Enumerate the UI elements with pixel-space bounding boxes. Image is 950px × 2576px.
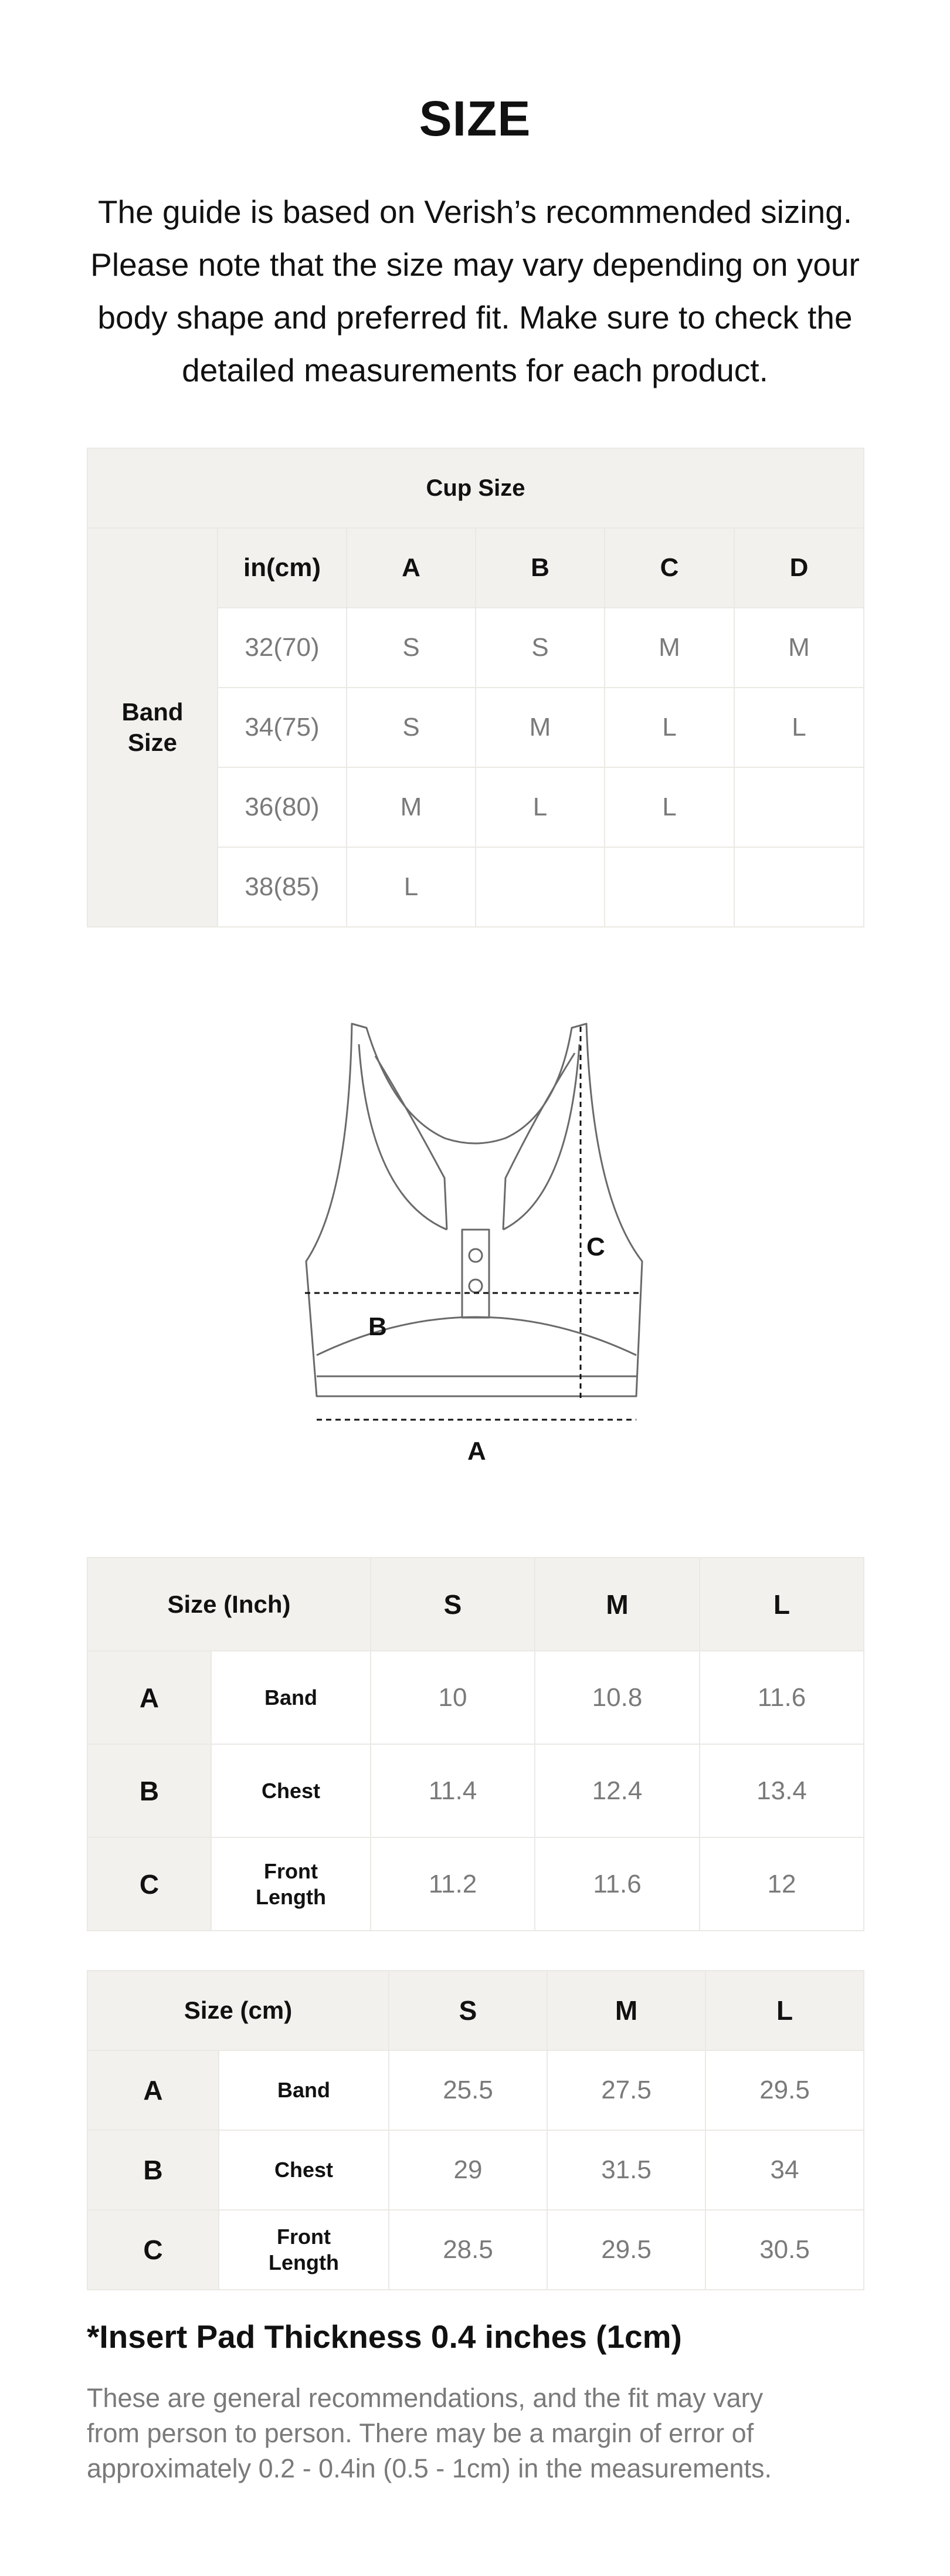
measure-value: 13.4 <box>700 1744 864 1837</box>
label-a: A <box>467 1437 486 1465</box>
size-table-title: Size (cm) <box>87 1971 389 2050</box>
band-size-label <box>87 528 218 927</box>
intro-line: detailed measurements for each product. <box>182 352 768 388</box>
unit-header: in(cm) <box>218 528 347 608</box>
size-table-title: Size (Inch) <box>87 1558 371 1651</box>
table-row <box>87 2130 864 2210</box>
size-cell: L <box>605 688 734 767</box>
intro-line: Please note that the size may vary depending on your <box>90 246 860 283</box>
row-name-line: Chest <box>274 2158 334 2182</box>
measure-value: 11.6 <box>535 1837 700 1931</box>
bra-outline <box>306 1024 642 1396</box>
size-cell: M <box>476 688 605 767</box>
row-name-line: Length <box>269 2250 339 2274</box>
size-cell: L <box>347 847 476 927</box>
band-value: 36(80) <box>218 767 347 847</box>
measure-value: 31.5 <box>547 2130 705 2210</box>
disclaimer-line: from person to person. There may be a margin of error of <box>87 2418 754 2448</box>
fit-disclaimer <box>87 2381 873 2486</box>
row-name <box>219 2050 389 2130</box>
cm-size-table <box>87 1970 864 2290</box>
row-letter: B <box>87 1744 211 1837</box>
row-name <box>219 2210 389 2290</box>
measure-value: 29.5 <box>705 2050 864 2130</box>
size-cell: L <box>734 688 864 767</box>
outer-outline <box>306 1024 642 1396</box>
table-row <box>87 2050 864 2130</box>
row-name <box>211 1651 371 1744</box>
size-cell: S <box>347 688 476 767</box>
measure-value: 34 <box>705 2130 864 2210</box>
row-letter: A <box>87 1651 211 1744</box>
center-placket <box>462 1230 489 1318</box>
row-name-line: Front <box>264 1859 318 1883</box>
sports-bra-diagram <box>293 1021 657 1467</box>
placket-button <box>469 1279 482 1292</box>
band-label-line: Size <box>127 729 178 756</box>
size-header: M <box>547 1971 705 2050</box>
measure-value: 29 <box>389 2130 547 2210</box>
band-value: 34(75) <box>218 688 347 767</box>
measure-value: 30.5 <box>705 2210 864 2290</box>
disclaimer-line: These are general recommendations, and the fit may vary <box>87 2383 764 2413</box>
size-cell: M <box>605 608 734 688</box>
measure-value: 12 <box>700 1837 864 1931</box>
pad-thickness-note: *Insert Pad Thickness 0.4 inches (1cm) <box>87 2318 682 2355</box>
measure-value: 11.6 <box>700 1651 864 1744</box>
row-letter: C <box>87 2210 219 2290</box>
measure-value: 10.8 <box>535 1651 700 1744</box>
size-cell <box>734 767 864 847</box>
size-cell: S <box>347 608 476 688</box>
inch-size-table <box>87 1557 864 1931</box>
cup-header: B <box>476 528 605 608</box>
measure-value: 25.5 <box>389 2050 547 2130</box>
placket-button <box>469 1249 482 1262</box>
row-name-line: Chest <box>261 1778 321 1803</box>
measure-value: 27.5 <box>547 2050 705 2130</box>
cup-size-table <box>87 448 864 928</box>
intro-text <box>82 185 868 397</box>
row-letter: B <box>87 2130 219 2210</box>
row-name <box>219 2130 389 2210</box>
measure-value: 29.5 <box>547 2210 705 2290</box>
page-title: SIZE <box>419 91 531 146</box>
cup-header: D <box>734 528 864 608</box>
size-header: L <box>700 1558 864 1651</box>
measure-value: 10 <box>371 1651 535 1744</box>
row-name <box>211 1837 371 1931</box>
label-b: B <box>368 1312 387 1341</box>
size-cell: S <box>476 608 605 688</box>
size-cell <box>605 847 734 927</box>
right-inner-strap <box>503 1044 579 1230</box>
row-name-line: Band <box>277 2078 330 2102</box>
size-cell: L <box>476 767 605 847</box>
row-name-line: Length <box>256 1884 326 1909</box>
measure-value: 11.2 <box>371 1837 535 1931</box>
intro-line: The guide is based on Verish’s recommended sizing. <box>97 194 853 230</box>
measure-value: 28.5 <box>389 2210 547 2290</box>
size-cell <box>734 847 864 927</box>
cup-header: C <box>605 528 734 608</box>
size-cell: M <box>347 767 476 847</box>
size-header: L <box>705 1971 864 2050</box>
size-header: M <box>535 1558 700 1651</box>
left-inner-strap <box>359 1044 447 1230</box>
cup-size-header: Cup Size <box>87 448 864 528</box>
underband-curve <box>317 1317 636 1355</box>
row-letter: A <box>87 2050 219 2130</box>
size-header: S <box>371 1558 535 1651</box>
size-cell: L <box>605 767 734 847</box>
size-cell <box>476 847 605 927</box>
row-letter: C <box>87 1837 211 1931</box>
table-row <box>87 1744 864 1837</box>
band-label-line: Band <box>121 698 184 726</box>
intro-line: body shape and preferred fit. Make sure to check the <box>97 299 853 336</box>
label-c: C <box>586 1233 605 1261</box>
size-header: S <box>389 1971 547 2050</box>
disclaimer-line: approximately 0.2 - 0.4in (0.5 - 1cm) in the measurements. <box>87 2453 772 2483</box>
band-value: 38(85) <box>218 847 347 927</box>
measure-lines <box>305 1027 639 1420</box>
row-name-line: Front <box>277 2225 331 2249</box>
table-row <box>87 1837 864 1931</box>
band-value: 32(70) <box>218 608 347 688</box>
measure-value: 11.4 <box>371 1744 535 1837</box>
table-row <box>87 2210 864 2290</box>
size-cell: M <box>734 608 864 688</box>
measure-value: 12.4 <box>535 1744 700 1837</box>
row-name <box>211 1744 371 1837</box>
cup-header: A <box>347 528 476 608</box>
row-name-line: Band <box>264 1685 317 1710</box>
table-row <box>87 1651 864 1744</box>
